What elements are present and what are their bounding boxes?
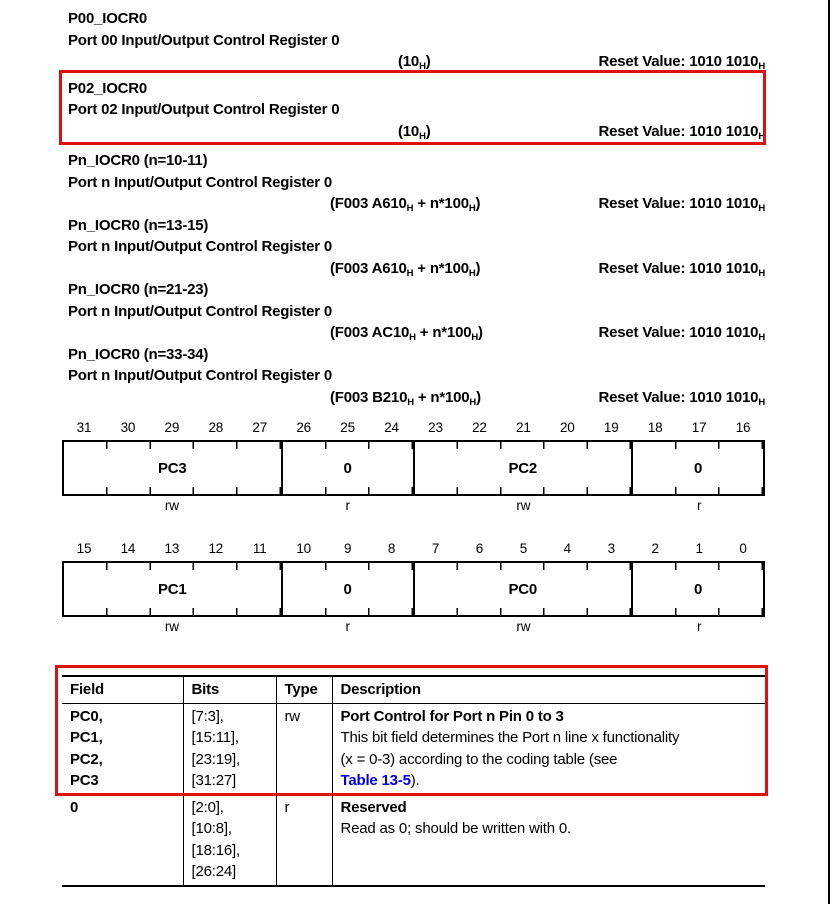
access-label: rw	[164, 619, 179, 634]
bit-number: 12	[208, 541, 224, 556]
bit-number: 3	[607, 541, 615, 556]
register-title: Port n Input/Output Control Register 0	[68, 238, 333, 255]
description-text: Read as 0; should be written with 0.	[340, 820, 571, 837]
access-label: r	[345, 498, 350, 513]
access-label: rw	[516, 619, 531, 634]
bit-number: 2	[651, 541, 659, 556]
cell-bits: [7:3], [15:11], [23:19], [31:27]	[183, 703, 276, 794]
register-title: Port n Input/Output Control Register 0	[68, 367, 333, 384]
register-section-p00	[62, 8, 765, 73]
bit-field-reserved: 0	[283, 442, 415, 494]
bit-number: 23	[428, 420, 443, 435]
reset-value: Reset Value: 1010 $1010_H$	[598, 324, 765, 343]
register-address-row	[62, 258, 765, 280]
access-row	[62, 498, 765, 514]
bit-number: 4	[563, 541, 571, 556]
bit-number: 7	[431, 541, 440, 556]
bit-field-pc3: PC3	[64, 442, 283, 494]
access-label: r	[696, 498, 702, 513]
bit-number: 0	[739, 541, 747, 556]
register-address-row	[62, 387, 765, 409]
cell-type: r	[276, 794, 332, 886]
table-row-reserved	[62, 794, 765, 886]
register-address: $(10_H)$	[398, 122, 431, 142]
bit-number: 26	[296, 420, 311, 435]
bit-number: 11	[252, 541, 267, 556]
register-address-row	[62, 193, 765, 215]
bit-number: 22	[472, 420, 487, 435]
annotation-box-p02-section	[59, 70, 766, 145]
bit-field-pc2: PC2	[415, 442, 634, 494]
register-address-row	[62, 322, 765, 344]
register-bit-box	[62, 561, 765, 617]
bit-number: 27	[252, 420, 268, 435]
access-label: r	[345, 619, 350, 634]
register-name: Pn_IOCR0 (n=13-15)	[68, 216, 209, 234]
register-section-pn-10-11	[62, 150, 765, 215]
bit-number: 18	[647, 420, 663, 435]
bit-number: 31	[76, 420, 92, 435]
access-label: r	[696, 619, 702, 634]
bit-number: 17	[691, 420, 707, 435]
access-label: rw	[516, 498, 531, 513]
cell-type: rw	[276, 703, 332, 794]
bit-diagram-low-word	[62, 540, 765, 635]
register-section-pn-21-23	[62, 279, 765, 344]
reset-value: Reset Value: 1010 $1010_H$	[598, 388, 765, 408]
register-address: (F003 $B210_H + n*100_H$)	[330, 388, 481, 408]
bit-number: 29	[164, 420, 180, 435]
field-table-header-bits: Bits	[183, 676, 276, 703]
register-title: Port n Input/Output Control Register 0	[68, 173, 333, 191]
bit-number: 20	[559, 420, 575, 435]
cell-field: PC0, PC1, PC2, PC3	[62, 703, 183, 794]
register-section-pn-33-34	[62, 344, 765, 409]
register-section-pn-13-15	[62, 215, 765, 280]
bit-diagram-high-word	[62, 419, 765, 514]
register-address: (F003 $A610_H + n*100_H$)	[330, 195, 481, 214]
reset-value: Reset Value: 1010 $1010_H$	[598, 259, 765, 279]
bit-number: 28	[208, 420, 224, 435]
register-address: (F003 $AC10_H + n*100_H$)	[330, 324, 483, 343]
bit-number: 8	[387, 541, 396, 556]
register-title: Port 00 Input/Output Control Register 0	[68, 31, 340, 49]
register-name: P00_IOCR0	[68, 10, 148, 27]
bit-number: 21	[516, 420, 531, 435]
description-title: Port Control for Port n Pin 0 to 3	[340, 707, 564, 725]
annotation-box-table-row	[55, 665, 768, 796]
bit-field-pc0: PC0	[415, 563, 634, 615]
field-table-header-description: Description	[332, 676, 765, 703]
register-name: Pn_IOCR0 (n=33-34)	[68, 345, 209, 363]
bit-number: 25	[340, 420, 355, 435]
cell-bits: [2:0], [10:8], [18:16], [26:24]	[183, 794, 276, 886]
cell-description	[332, 794, 765, 886]
bit-field-reserved: 0	[283, 563, 415, 615]
bit-number: 24	[384, 420, 399, 435]
bit-number-row	[62, 540, 765, 558]
reset-value: Reset Value: 1010 $1010_H$	[598, 195, 765, 214]
bit-number: 9	[343, 541, 352, 556]
register-address: (F003 $A610_H + n*100_H$)	[330, 259, 481, 279]
link-tail: ).	[410, 772, 420, 789]
field-table-header-type: Type	[276, 676, 332, 703]
register-name: P02_IOCR0	[68, 79, 148, 97]
bit-number-row	[62, 419, 765, 437]
bit-field-reserved: 0	[633, 442, 763, 494]
description-text: (x = 0-3) according to the coding table (see	[340, 750, 618, 768]
reset-value: Reset Value: 1010 $1010_H$	[598, 53, 765, 72]
bit-number: 1	[695, 541, 703, 556]
page-edge-line	[828, 0, 830, 904]
register-name: Pn_IOCR0 (n=10-11)	[68, 152, 208, 169]
bit-number: 16	[735, 420, 751, 435]
bit-number: 19	[603, 420, 619, 435]
register-title: Port n Input/Output Control Register 0	[68, 302, 333, 320]
bit-number: 30	[120, 420, 136, 435]
bit-number: 15	[76, 541, 92, 556]
bit-field-reserved: 0	[633, 563, 763, 615]
register-bit-box	[62, 440, 765, 496]
bit-field-pc1: PC1	[64, 563, 283, 615]
reset-value: Reset Value: 1010 $1010_H$	[598, 122, 765, 142]
access-label: rw	[164, 498, 179, 513]
access-row	[62, 619, 765, 635]
cell-field: 0	[70, 798, 79, 816]
table-13-5-link[interactable]: Table 13-5	[340, 772, 411, 789]
register-address: $(10_H)$	[398, 53, 431, 72]
register-title: Port 02 Input/Output Control Register 0	[68, 101, 340, 118]
description-title: Reserved	[340, 798, 407, 816]
bit-number: 6	[475, 541, 484, 556]
bit-number: 14	[120, 541, 136, 556]
description-text: This bit field determines the Port n line x functionality	[340, 729, 680, 746]
bit-number: 5	[519, 541, 527, 556]
bit-number: 13	[164, 541, 180, 556]
bit-number: 10	[296, 541, 311, 556]
register-name: Pn_IOCR0 (n=21-23)	[68, 281, 209, 298]
field-table-header-field: Field	[62, 676, 183, 703]
